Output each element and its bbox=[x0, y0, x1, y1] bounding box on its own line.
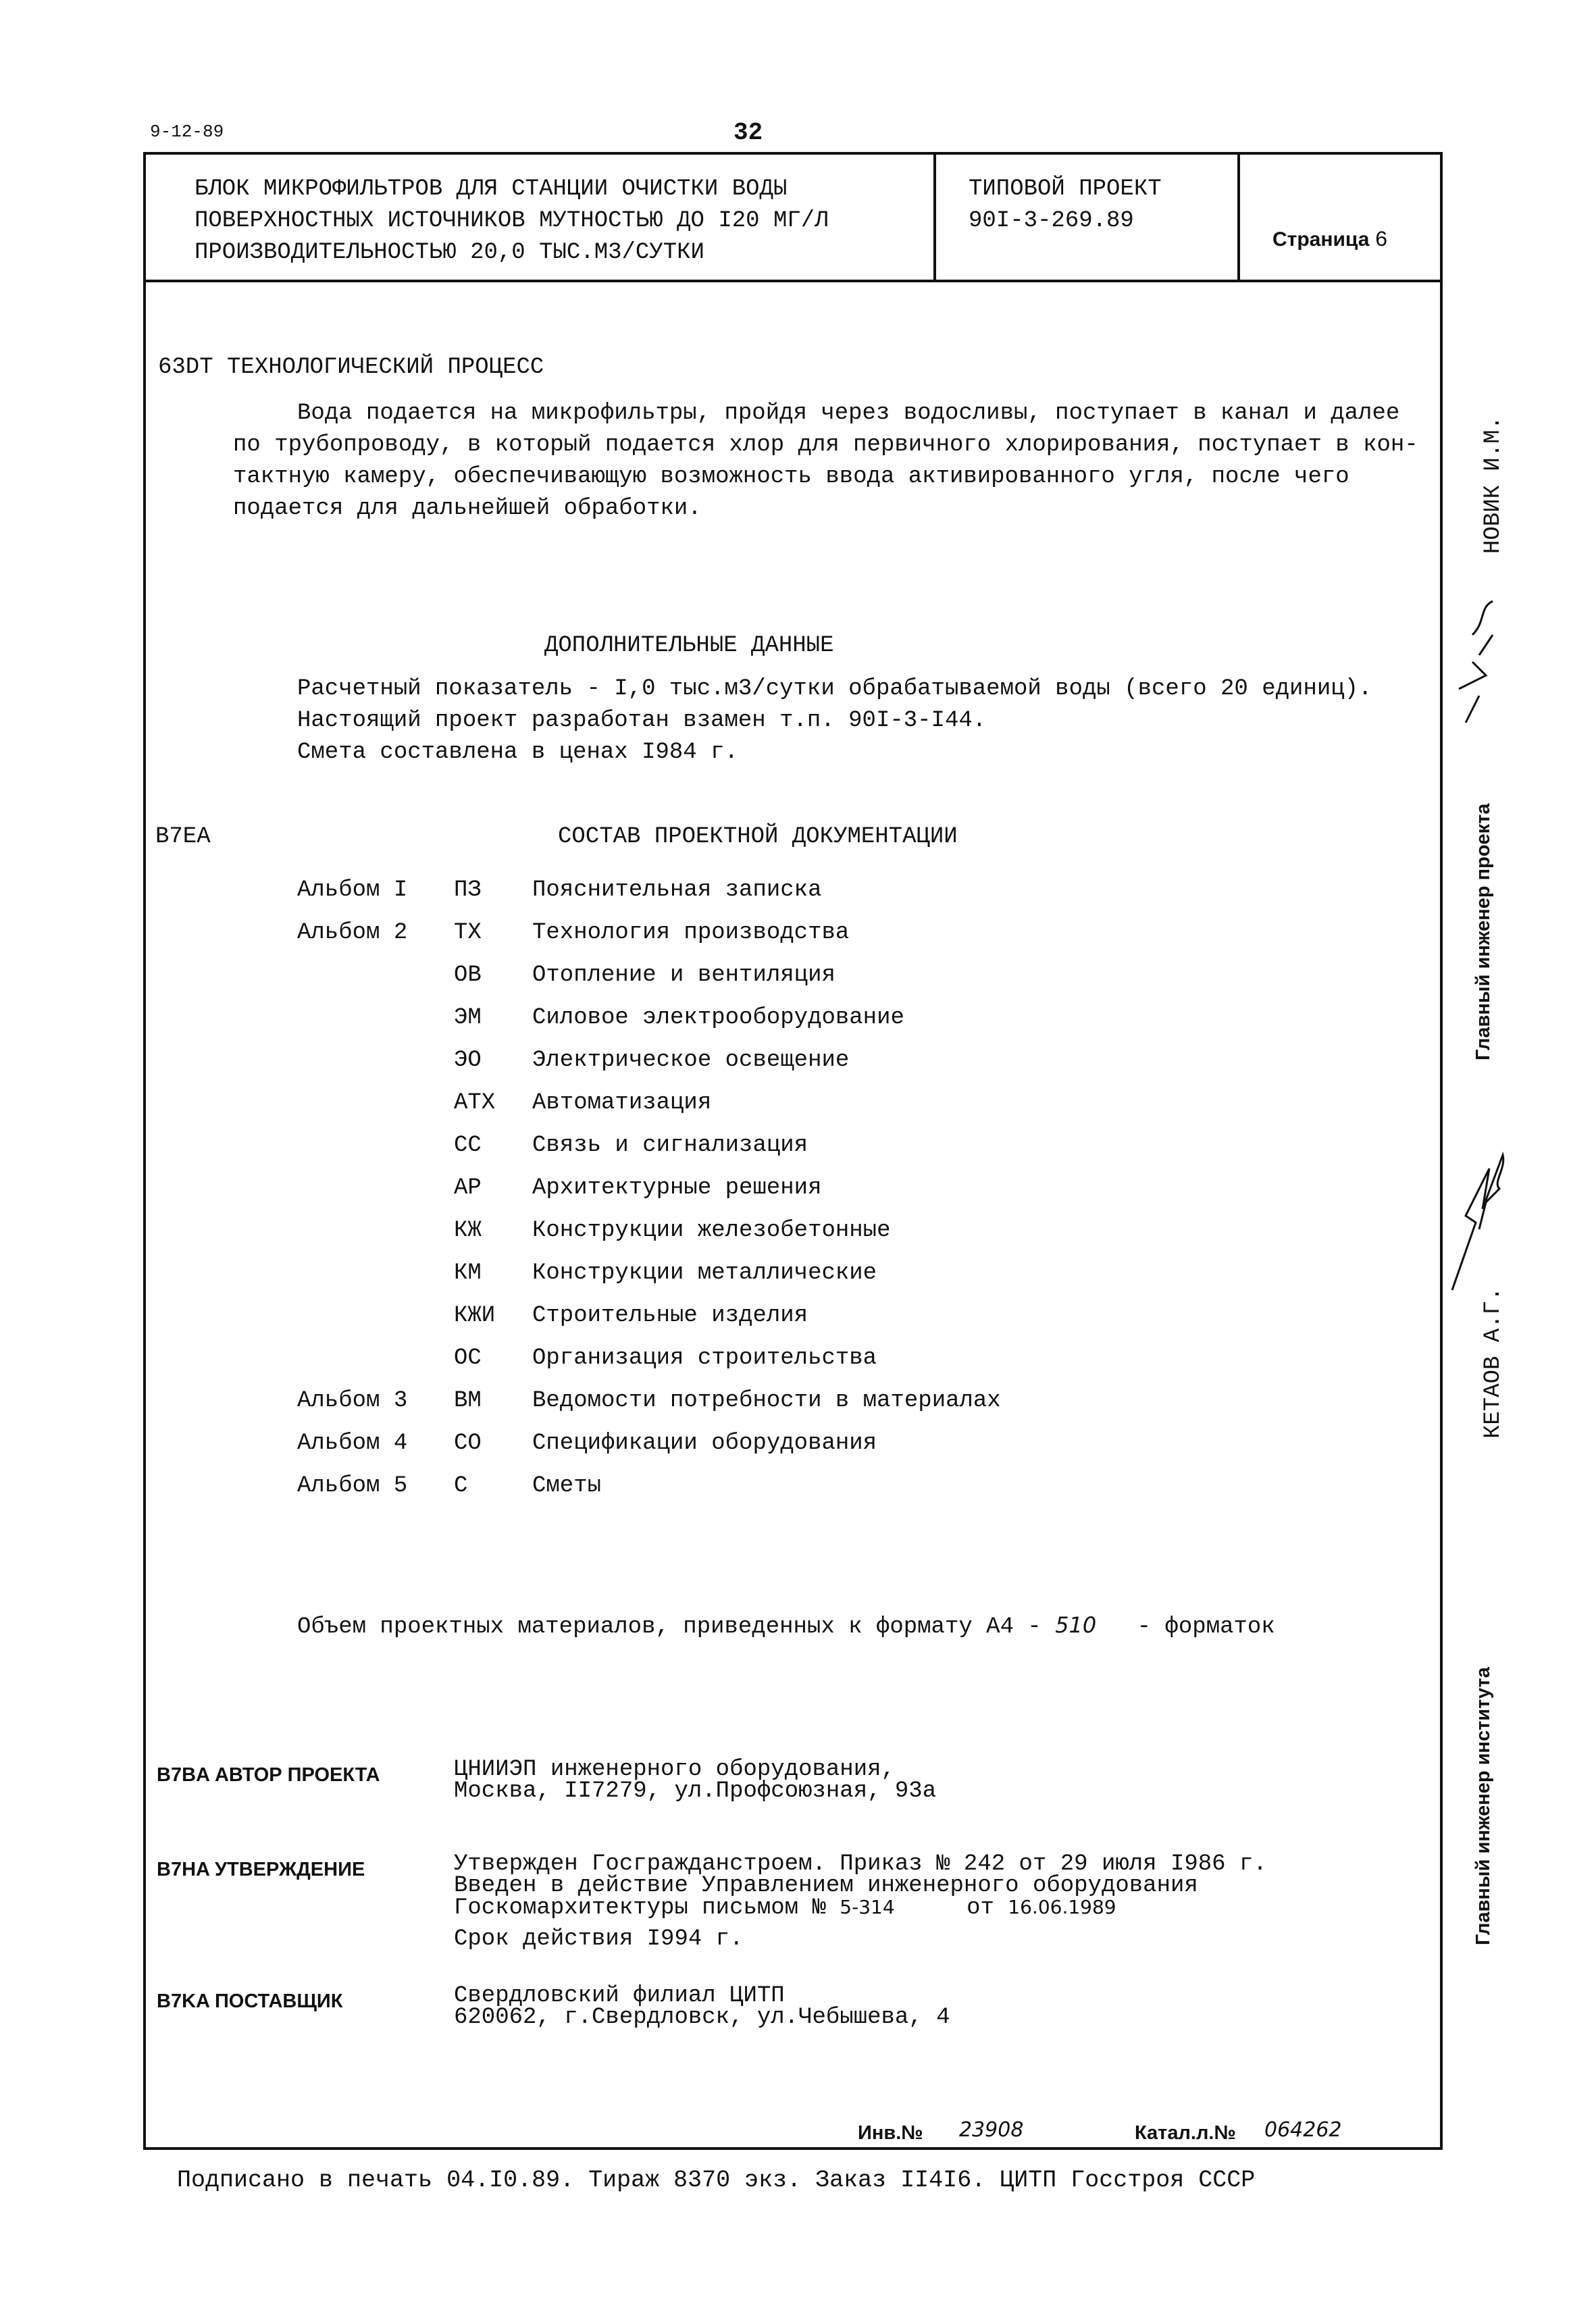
letter-date-prefix: от bbox=[967, 1895, 994, 1921]
doc-code: ВМ bbox=[454, 1388, 482, 1414]
doc-code: СО bbox=[454, 1431, 482, 1456]
page-label: Страница bbox=[1272, 228, 1370, 251]
print-footer: Подписано в печать 04.I0.89. Тираж 8370 экз. Заказ II4I6. ЦИТП Госстроя СССР bbox=[177, 2167, 1256, 2194]
volume-value: 510 bbox=[1055, 1612, 1097, 1638]
doc-code: КМ bbox=[454, 1260, 482, 1286]
supplier-label: B7KA ПОСТАВЩИК bbox=[157, 1990, 343, 2012]
sidebar-name-novik: НОВИК И.М. bbox=[1481, 415, 1506, 554]
author-block bbox=[454, 1759, 936, 1802]
page-indicator bbox=[1272, 226, 1388, 253]
doc-name: Конструкции металлические bbox=[532, 1260, 877, 1286]
approval-label: B7HA УТВЕРЖДЕНИЕ bbox=[157, 1859, 365, 1880]
supplier-block bbox=[454, 1985, 950, 2028]
approval-line: Госкомархитектуры письмом № bbox=[454, 1895, 826, 1921]
album-label: Альбом 4 bbox=[297, 1431, 408, 1456]
sidebar-name-ketaov: КЕТАОВ А.Г. bbox=[1481, 1287, 1506, 1439]
doc-name: Сметы bbox=[532, 1473, 602, 1499]
page-value: 6 bbox=[1374, 228, 1388, 253]
album-label: Альбом 2 bbox=[297, 920, 408, 946]
doc-code: КЖ bbox=[454, 1218, 482, 1243]
doc-name: Ведомости потребности в материалах bbox=[532, 1388, 1001, 1414]
doc-name: Автоматизация bbox=[532, 1090, 712, 1116]
sidebar-chief-engineer-project: Главный инженер проекта bbox=[1472, 803, 1494, 1060]
doc-code: СС bbox=[454, 1133, 482, 1158]
additional-line: Расчетный показатель - I,0 тыс.м3/сутки обрабатываемой воды (всего 20 единиц). bbox=[297, 676, 1372, 702]
process-title: ТЕХНОЛОГИЧЕСКИЙ ПРОЦЕСС bbox=[227, 355, 544, 380]
letter-number: 5-314 bbox=[840, 1896, 895, 1918]
author-label: B7BA АВТОР ПРОЕКТА bbox=[157, 1764, 380, 1786]
document-date: 9-12-89 bbox=[150, 122, 224, 142]
doc-name: Архитектурные решения bbox=[532, 1175, 822, 1201]
supplier-line: 620062, г.Свердловск, ул.Чебышева, 4 bbox=[454, 2005, 950, 2030]
project-type-label: ТИПОВОЙ ПРОЕКТ bbox=[969, 176, 1162, 202]
process-heading bbox=[158, 355, 544, 380]
title-block bbox=[146, 155, 1440, 282]
inventory-value: 23908 bbox=[959, 2118, 1024, 2142]
doc-code: КЖИ bbox=[454, 1303, 496, 1329]
doc-code: С bbox=[454, 1473, 468, 1499]
inventory-label: Инв.№ bbox=[858, 2122, 923, 2144]
validity-line: Срок действия I994 г. bbox=[454, 1926, 744, 1952]
approval-letter-line bbox=[454, 1897, 1267, 1919]
sidebar-chief-engineer-institute: Главный инженер института bbox=[1472, 1667, 1494, 1945]
album-label: Альбом I bbox=[297, 877, 408, 903]
title-block-divider bbox=[933, 155, 936, 280]
page-number: 32 bbox=[733, 119, 763, 147]
volume-text: Объем проектных материалов, приведенных к формату А4 - bbox=[297, 1614, 1041, 1640]
doc-code: АТХ bbox=[454, 1090, 496, 1116]
process-text-line: подается для дальнейшей обработки. bbox=[233, 496, 702, 521]
doc-name: Технология производства bbox=[532, 920, 850, 946]
project-type bbox=[969, 174, 1162, 237]
volume-suffix: - форматок bbox=[1137, 1614, 1275, 1640]
project-type-number: 90I-3-269.89 bbox=[969, 208, 1134, 234]
doc-code: ПЗ bbox=[454, 877, 482, 903]
project-title-line: ПОВЕРХНОСТНЫХ ИСТОЧНИКОВ МУТНОСТЬЮ ДО I20 МГ/Л bbox=[195, 208, 829, 234]
album-label: Альбом 5 bbox=[297, 1473, 408, 1499]
doc-name: Электрическое освещение bbox=[532, 1048, 850, 1073]
project-title-line: ПРОИЗВОДИТЕЛЬНОСТЬЮ 20,0 ТЫС.М3/СУТКИ bbox=[195, 240, 704, 265]
doc-name: Конструкции железобетонные bbox=[532, 1218, 891, 1243]
letter-date: 16.06.1989 bbox=[1008, 1896, 1116, 1918]
doc-name: Отопление и вентиляция bbox=[532, 962, 835, 988]
title-block-divider bbox=[1237, 155, 1240, 280]
author-line: ЦНИИЭП инженерного оборудования, bbox=[454, 1757, 895, 1782]
additional-line: Смета составлена в ценах I984 г. bbox=[297, 740, 738, 765]
catalog-label: Катал.л.№ bbox=[1135, 2122, 1236, 2144]
approval-line: Введен в действие Управлением инженерного оборудования bbox=[454, 1873, 1198, 1899]
doc-name: Связь и сигнализация bbox=[532, 1133, 808, 1158]
doc-name: Пояснительная записка bbox=[532, 877, 822, 903]
doc-code: ЭО bbox=[454, 1048, 482, 1073]
process-text-line: тактную камеру, обеспечивающую возможность ввода активированного угля, после чего bbox=[233, 464, 1349, 490]
author-line: Москва, II7279, ул.Профсоюзная, 93а bbox=[454, 1778, 937, 1804]
catalog-value: 064262 bbox=[1264, 2118, 1342, 2142]
doc-code: АР bbox=[454, 1175, 482, 1201]
album-label: Альбом 3 bbox=[297, 1388, 408, 1414]
supplier-line: Свердловский филиал ЦИТП bbox=[454, 1983, 785, 2009]
process-text-line: по трубопроводу, в который подается хлор для первичного хлорирования, поступает в кон- bbox=[233, 432, 1418, 458]
additional-line: Настоящий проект разработан взамен т.п. 90I-3-I44. bbox=[297, 708, 987, 734]
volume-line bbox=[297, 1612, 1275, 1640]
signature-novik bbox=[1452, 594, 1506, 729]
composition-code: B7EA bbox=[155, 824, 211, 850]
doc-code: ТХ bbox=[454, 920, 482, 946]
composition-heading: СОСТАВ ПРОЕКТНОЙ ДОКУМЕНТАЦИИ bbox=[558, 824, 958, 850]
doc-code: ЭМ bbox=[454, 1005, 482, 1031]
doc-name: Строительные изделия bbox=[532, 1303, 808, 1329]
doc-name: Спецификации оборудования bbox=[532, 1431, 877, 1456]
process-code: 63DT bbox=[158, 355, 213, 380]
approval-line: Утвержден Госгражданстроем. Приказ № 242 от 29 июля I986 г. bbox=[454, 1851, 1267, 1877]
doc-code: ОС bbox=[454, 1345, 482, 1371]
approval-block bbox=[454, 1853, 1267, 1950]
doc-name: Силовое электрооборудование bbox=[532, 1005, 904, 1031]
project-title-line: БЛОК МИКРОФИЛЬТРОВ ДЛЯ СТАНЦИИ ОЧИСТКИ ВОДЫ bbox=[195, 176, 788, 202]
doc-code: ОВ bbox=[454, 962, 482, 988]
doc-name: Организация строительства bbox=[532, 1345, 877, 1371]
signature-ketaov bbox=[1439, 1141, 1513, 1297]
process-text-line: Вода подается на микрофильтры, пройдя через водосливы, поступает в канал и далее bbox=[297, 401, 1400, 426]
project-title bbox=[195, 174, 829, 269]
additional-heading: ДОПОЛНИТЕЛЬНЫЕ ДАННЫЕ bbox=[544, 633, 834, 659]
